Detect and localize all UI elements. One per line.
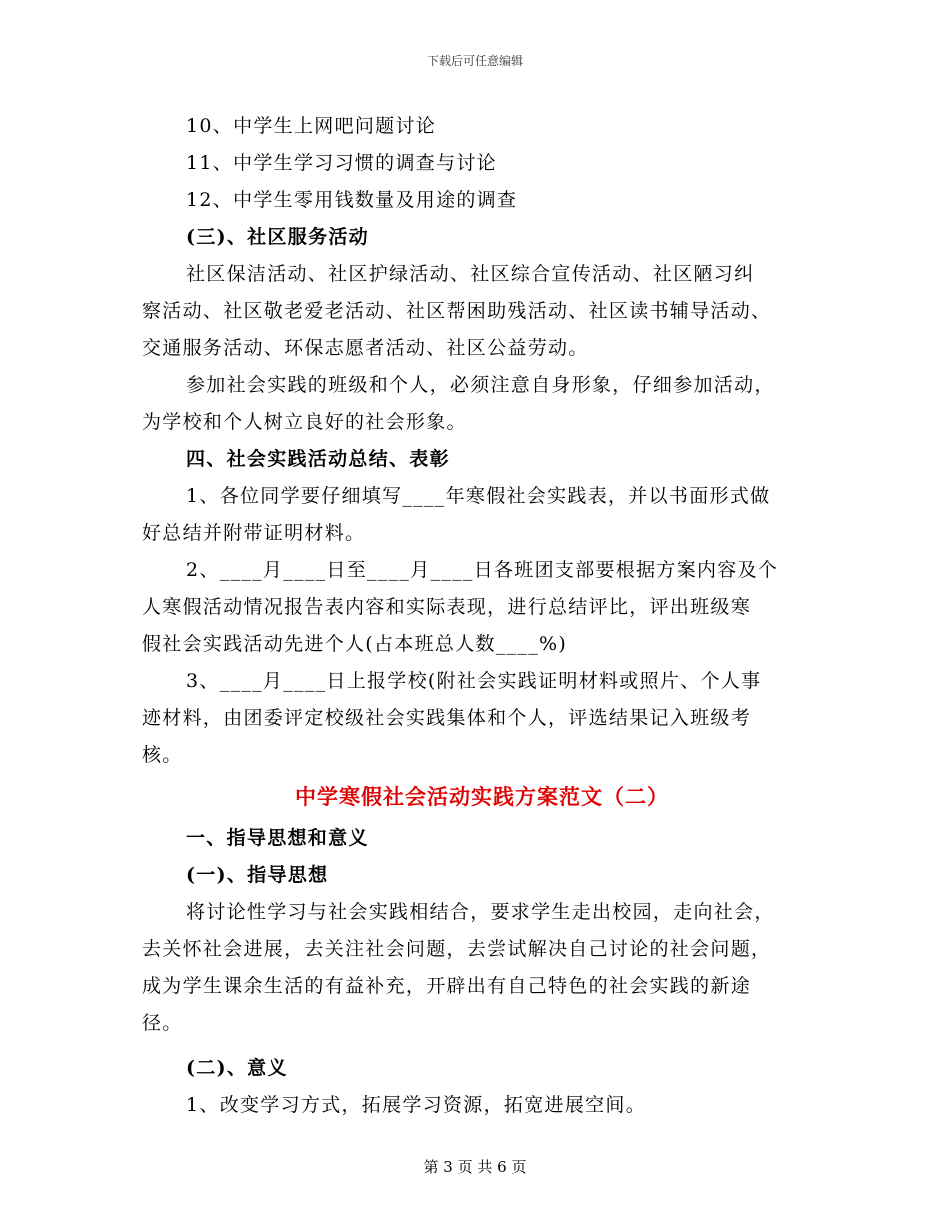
paragraph-line: 1、各位同学要仔细填写____年寒假社会实践表，并以书面形式做 <box>186 485 771 507</box>
page-header: 下载后可任意编辑 <box>426 54 523 68</box>
paragraph-line: 交通服务活动、环保志愿者活动、社区公益劳动。 <box>142 337 589 359</box>
paragraph-line: 参加社会实践的班级和个人，必须注意自身形象，仔细参加活动， <box>186 374 775 396</box>
paragraph-line: 社区保洁活动、社区护绿活动、社区综合宣传活动、社区陋习纠 <box>186 263 755 285</box>
paragraph-line: 假社会实践活动先进个人(占本班总人数____%) <box>142 633 568 655</box>
page-footer: 第 3 页 共 6 页 <box>423 1158 527 1176</box>
paragraph-line: 成为学生课余生活的有益补充，开辟出有自己特色的社会实践的新途 <box>142 975 752 997</box>
paragraph-line: 1、改变学习方式，拓展学习资源，拓宽进展空间。 <box>186 1094 646 1116</box>
paragraph-line: 人寒假活动情况报告表内容和实际表现，进行总结评比，评出班级寒 <box>142 596 752 618</box>
section-heading: 四、社会实践活动总结、表彰 <box>186 448 450 470</box>
paragraph-line: 去关怀社会进展，去关注社会问题，去尝试解决自己讨论的社会问题， <box>142 938 772 960</box>
paragraph-line: 察活动、社区敬老爱老活动、社区帮困助残活动、社区读书辅导活动、 <box>142 300 772 322</box>
list-item: 12、中学生零用钱数量及用途的调查 <box>186 189 518 211</box>
paragraph-line: 3、____月____日上报学校(附社会实践证明材料或照片、个人事 <box>186 670 762 692</box>
section-heading: (三)、社区服务活动 <box>186 226 369 248</box>
list-item: 11、中学生学习习惯的调查与讨论 <box>186 152 497 174</box>
paragraph-line: 迹材料，由团委评定校级社会实践集体和个人，评选结果记入班级考 <box>142 707 752 729</box>
paragraph-line: 将讨论性学习与社会实践相结合，要求学生走出校园，走向社会， <box>186 901 775 923</box>
spacer <box>142 1042 812 1050</box>
document-body <box>142 108 812 1124</box>
section-heading: 一、指导思想和意义 <box>186 827 369 849</box>
paragraph-line: 2、____月____日至____月____日各班团支部要根据方案内容及个 <box>186 559 779 581</box>
subsection-heading: (一)、指导思想 <box>186 864 329 886</box>
paragraph-line: 好总结并附带证明材料。 <box>142 522 366 544</box>
paragraph-line: 核。 <box>142 744 183 766</box>
list-item: 10、中学生上网吧问题讨论 <box>186 115 437 137</box>
document-title: 中学寒假社会活动实践方案范文（二） <box>295 784 669 809</box>
paragraph-line: 为学校和个人树立良好的社会形象。 <box>142 411 467 433</box>
subsection-heading: (二)、意义 <box>186 1057 288 1079</box>
paragraph-line: 径。 <box>142 1012 183 1034</box>
